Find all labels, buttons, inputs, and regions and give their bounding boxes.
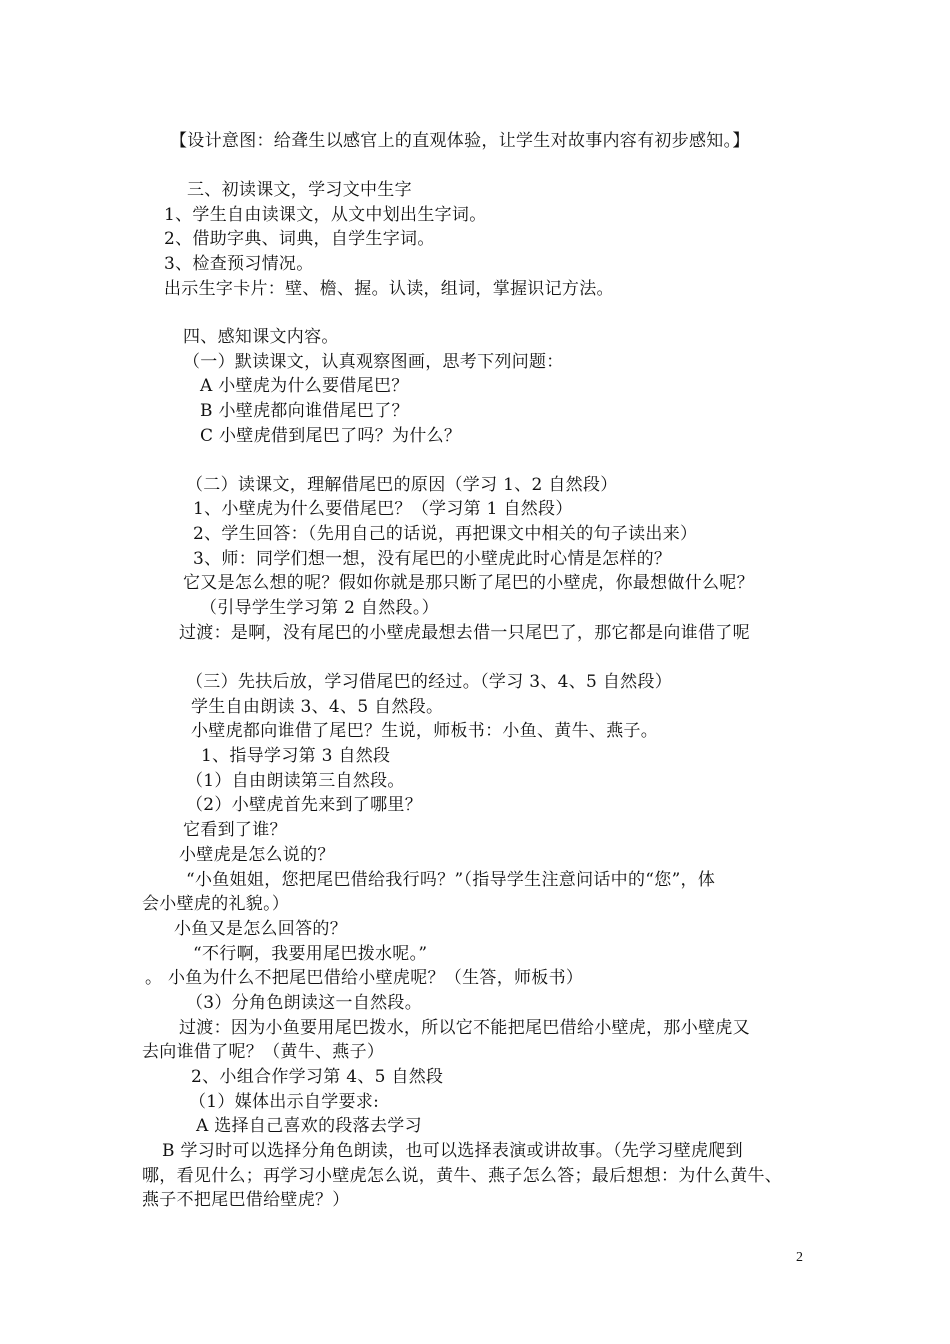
quote-line: “不行啊，我要用尾巴拨水呢。” [193,944,428,964]
text-line: 它又是怎么想的呢？假如你就是那只断了尾巴的小壁虎，你最想做什么呢？ [183,573,754,593]
text-line: （1）自由朗读第三自然段。 [186,771,405,791]
text-line: 出示生字卡片：壁、檐、握。认读，组词，掌握识记方法。 [164,279,614,299]
text-line: 2、学生回答：（先用自己的话说，再把课文中相关的句子读出来） [193,524,698,544]
design-intent-note: 【设计意图：给聋生以感官上的直观体验，让学生对故事内容有初步感知。】 [170,131,750,151]
text-line: （2）小壁虎首先来到了哪里？ [186,795,423,815]
transition-line: 过渡：因为小鱼要用尾巴拨水，所以它不能把尾巴借给小壁虎，那小壁虎又 [179,1018,750,1038]
text-line: 1、指导学习第 3 自然段 [201,746,391,766]
text-line: 它看到了谁？ [183,820,287,840]
text-line: （一）默读课文，认真观察图画，思考下列问题： [183,352,564,372]
requirement-a: A 选择自己喜欢的段落去学习 [196,1116,422,1136]
text-line: 1、学生自由读课文，从文中划出生字词。 [164,205,487,225]
section-3-heading: 三、初读课文，学习文中生字 [187,180,412,200]
question-a: A 小壁虎为什么要借尾巴？ [200,376,409,396]
page-number: 2 [796,1250,803,1265]
text-line: 2、小组合作学习第 4、5 自然段 [191,1067,444,1087]
text-line: 3、检查预习情况。 [164,254,314,274]
section-4-heading: 四、感知课文内容。 [183,327,339,347]
text-line: 小壁虎是怎么说的？ [179,845,335,865]
text-line: 3、师：同学们想一想，没有尾巴的小壁虎此时心情是怎样的？ [193,549,672,569]
text-line: 。 小鱼为什么不把尾巴借给小壁虎呢？（生答，师板书） [145,968,584,988]
text-line: 会小壁虎的礼貌。） [142,894,290,914]
text-line: 学生自由朗读 3、4、5 自然段。 [191,697,444,717]
text-line: 小壁虎都向谁借了尾巴？生说，师板书：小鱼、黄牛、燕子。 [191,721,659,741]
text-line: （3）分角色朗读这一自然段。 [186,993,423,1013]
text-line: 2、借助字典、词典，自学生字词。 [164,229,435,249]
text-line: 燕子不把尾巴借给壁虎？） [142,1190,350,1210]
question-c: C 小壁虎借到尾巴了吗？为什么？ [200,426,462,446]
question-b: B 小壁虎都向谁借尾巴了？ [200,401,409,421]
quote-line: “小鱼姐姐，您把尾巴借给我行吗？”（指导学生注意问话中的“您”，体 [186,870,716,890]
text-line: 哪，看见什么；再学习小壁虎怎么说，黄牛、燕子怎么答；最后想想：为什么黄牛、 [142,1166,783,1186]
text-line: （1）媒体出示自学要求: [189,1092,380,1112]
transition-line: 过渡：是啊，没有尾巴的小壁虎最想去借一只尾巴了，那它都是向谁借了呢 [179,623,750,643]
text-line: 小鱼又是怎么回答的？ [174,919,347,939]
text-line: （引导学生学习第 2 自然段。） [200,598,439,618]
requirement-b: B 学习时可以选择分角色朗读，也可以选择表演或讲故事。（先学习壁虎爬到 [162,1141,743,1161]
text-line: 1、小壁虎为什么要借尾巴？（学习第 1 自然段） [193,499,573,519]
text-line: 去向谁借了呢？（黄牛、燕子） [142,1042,385,1062]
subsection-3-heading: （三）先扶后放，学习借尾巴的经过。（学习 3、4、5 自然段） [186,672,673,692]
subsection-2-heading: （二）读课文，理解借尾巴的原因（学习 1、2 自然段） [186,475,618,495]
